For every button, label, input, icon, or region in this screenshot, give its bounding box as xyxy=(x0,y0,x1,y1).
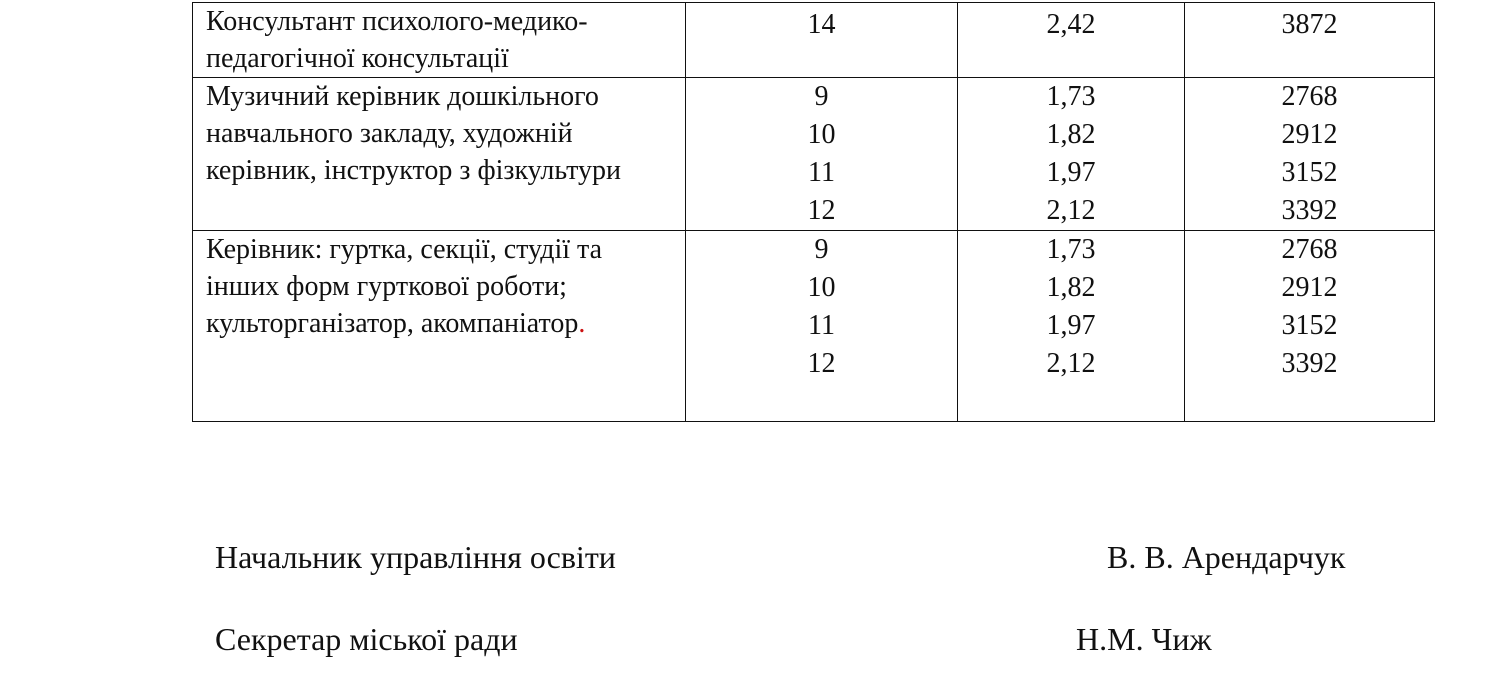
position-cell xyxy=(193,231,686,422)
position-cell xyxy=(193,78,686,231)
salary-cell xyxy=(1185,231,1435,422)
coefficient-value: 1,73 xyxy=(1046,81,1096,112)
grade-value: 12 xyxy=(807,195,836,226)
table-row xyxy=(193,3,1435,78)
coefficient-cell xyxy=(958,3,1185,78)
salary-value: 3872 xyxy=(1281,9,1338,40)
salary-value: 3392 xyxy=(1281,348,1338,379)
signature-title-city-council-secretary: Секретар міської ради xyxy=(215,621,518,657)
position-text: Музичний керівник дошкільного xyxy=(206,81,599,112)
salary-value: 2912 xyxy=(1281,272,1338,303)
position-cell xyxy=(193,3,686,78)
red-period-mark: . xyxy=(578,308,586,339)
signature-name-city-council-secretary: Н.М. Чиж xyxy=(1076,621,1212,657)
grade-value: 12 xyxy=(807,348,836,379)
salary-value: 2912 xyxy=(1281,119,1338,150)
grade-value: 11 xyxy=(808,310,835,341)
coefficient-value: 1,73 xyxy=(1046,234,1096,265)
position-text: інших форм гурткової роботи; xyxy=(206,271,567,302)
signature-title-head-of-education: Начальник управління освіти xyxy=(215,539,616,575)
salary-value: 2768 xyxy=(1281,234,1338,265)
salary-value: 2768 xyxy=(1281,81,1338,112)
grade-cell xyxy=(686,231,958,422)
table-row xyxy=(193,78,1435,231)
grade-value: 14 xyxy=(807,9,836,40)
salary-value: 3152 xyxy=(1281,310,1338,341)
table-row xyxy=(193,231,1435,422)
salary-cell xyxy=(1185,78,1435,231)
salary-table xyxy=(192,2,1435,422)
position-text: керівник, інструктор з фізкультури xyxy=(206,155,621,186)
coefficient-value: 1,82 xyxy=(1046,119,1096,150)
grade-value: 9 xyxy=(814,81,829,112)
coefficient-value: 1,97 xyxy=(1046,157,1096,188)
grade-value: 10 xyxy=(807,272,836,303)
grade-cell xyxy=(686,3,958,78)
position-text xyxy=(206,305,681,342)
position-text: Консультант психолого-медико- xyxy=(206,6,588,37)
grade-value: 11 xyxy=(808,157,835,188)
salary-value: 3152 xyxy=(1281,157,1338,188)
position-text: Керівник: гуртка, секції, студії та xyxy=(206,234,603,265)
grade-value: 9 xyxy=(814,234,829,265)
coefficient-value: 1,97 xyxy=(1046,310,1096,341)
coefficient-value: 2,42 xyxy=(1046,9,1096,40)
salary-cell xyxy=(1185,3,1435,78)
coefficient-cell xyxy=(958,231,1185,422)
coefficient-value: 1,82 xyxy=(1046,272,1096,303)
grade-cell xyxy=(686,78,958,231)
coefficient-cell xyxy=(958,78,1185,231)
position-text: навчального закладу, художній xyxy=(206,118,573,149)
coefficient-value: 2,12 xyxy=(1046,348,1096,379)
coefficient-value: 2,12 xyxy=(1046,195,1096,226)
salary-value: 3392 xyxy=(1281,195,1338,226)
position-text-main: культорганізатор, акомпаніатор xyxy=(206,308,579,339)
position-text: педагогічної консультації xyxy=(206,43,509,74)
signature-name-head-of-education: В. В. Арендарчук xyxy=(1107,539,1346,575)
grade-value: 10 xyxy=(807,119,836,150)
